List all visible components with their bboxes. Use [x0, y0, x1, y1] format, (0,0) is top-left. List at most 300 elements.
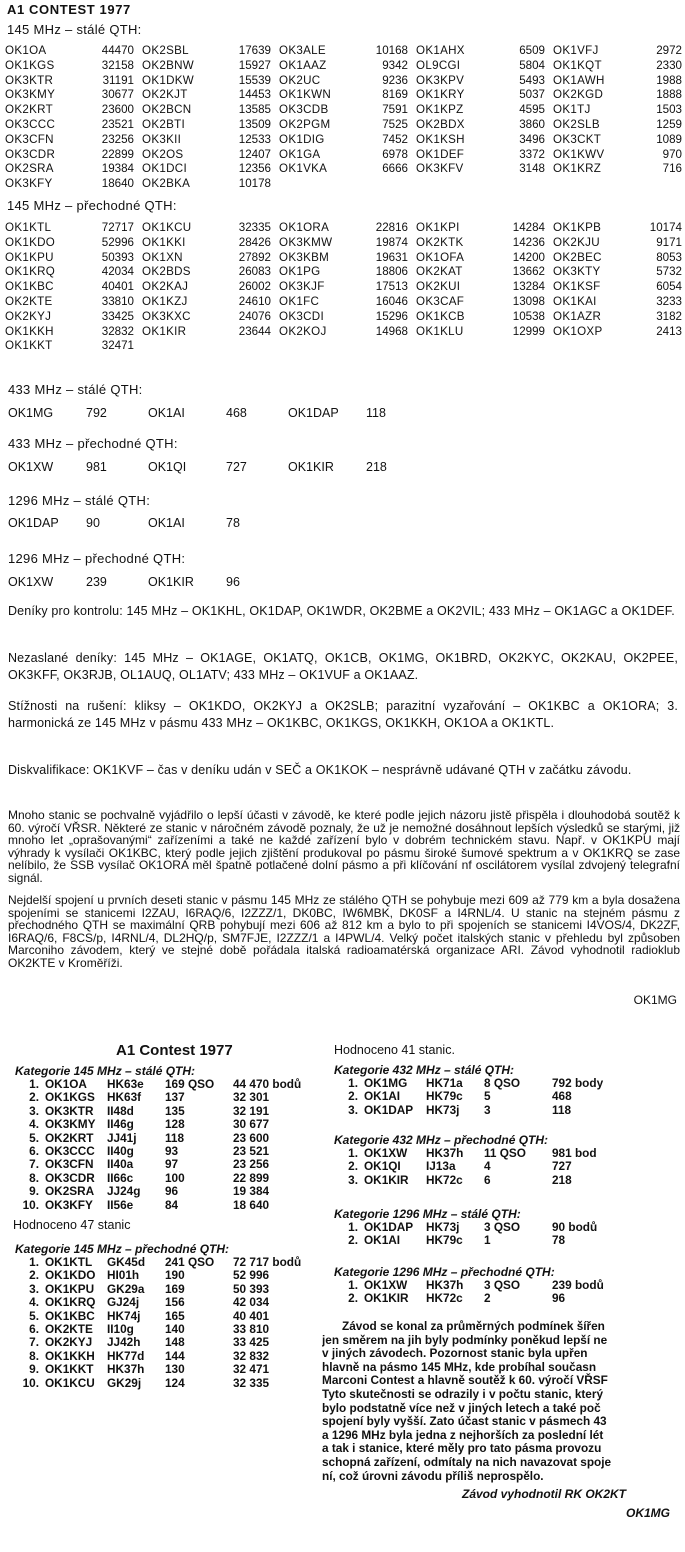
- note-control-logs: Deníky pro kontrolu: 145 MHz – OK1KHL, OK1DAP, OK1WDR, OK2BME a OK2VIL; 433 MHz – OK1AGC a OK1DEF.: [8, 604, 675, 618]
- score: 7591: [382, 103, 408, 117]
- locator: HK37h: [426, 1278, 464, 1292]
- callsign: OK3KJF: [279, 280, 325, 294]
- callsign: OK2OS: [142, 147, 184, 161]
- score: 1089: [656, 132, 682, 146]
- qso-count: 100: [165, 1170, 185, 1185]
- callsign: OK2KRT: [5, 103, 53, 117]
- score: 4595: [519, 103, 545, 117]
- callsign: OK1KPB: [553, 221, 602, 234]
- results-row-433-fixed: [8, 406, 428, 420]
- callsign: OK1DKW: [142, 73, 195, 87]
- score: 23644: [238, 324, 271, 338]
- station-entry: [553, 265, 685, 280]
- callsign: OK1KTL: [45, 1255, 93, 1269]
- callsign: OK1KKT: [45, 1362, 94, 1377]
- score: 2413: [656, 324, 682, 338]
- callsign: OK3KFY: [45, 1197, 93, 1212]
- rank: 1.: [348, 1076, 358, 1090]
- callsign: OK2BTI: [142, 117, 186, 131]
- station-entry: [416, 310, 553, 325]
- station-entry: [5, 118, 142, 133]
- score: 27892: [238, 250, 271, 264]
- score: 18806: [375, 265, 408, 279]
- rank: 7.: [29, 1157, 39, 1172]
- results-grid-145-fixed: [5, 44, 685, 192]
- score: 17639: [238, 44, 271, 57]
- callsign: OK1KCU: [142, 221, 192, 234]
- points: 72 717 bodů: [233, 1255, 302, 1269]
- station-entry: [142, 280, 279, 295]
- callsign: OK3KMW: [279, 235, 333, 249]
- locator: HK37h: [426, 1146, 464, 1160]
- score: 44470: [101, 44, 134, 57]
- callsign: OK1AI: [148, 516, 185, 530]
- score: 13585: [238, 103, 271, 117]
- ranking-145-portable: [15, 1256, 313, 1390]
- qso-count: 137: [165, 1090, 185, 1105]
- qso-count: 148: [165, 1335, 185, 1350]
- grid-column: [553, 221, 685, 354]
- score: 32158: [101, 58, 134, 72]
- station-entry: [5, 295, 142, 310]
- score: 32335: [238, 221, 271, 234]
- callsign: OK2UC: [279, 73, 321, 87]
- score: 5037: [519, 88, 545, 102]
- grid-column: [279, 221, 416, 354]
- station-entry: [279, 44, 416, 59]
- callsign: OK1KIR: [148, 575, 194, 589]
- score: 218: [366, 460, 387, 474]
- callsign: OK3KFY: [5, 177, 53, 191]
- score: 3860: [519, 117, 545, 131]
- qso-count: 3: [484, 1102, 491, 1117]
- callsign: OK1KQT: [553, 58, 602, 72]
- score: 6666: [382, 162, 408, 176]
- score: 981: [86, 460, 107, 474]
- qso-count: 118: [165, 1130, 185, 1145]
- qso-count: 3 QSO: [484, 1278, 521, 1292]
- rank: 2.: [29, 1268, 39, 1283]
- score: 12533: [238, 132, 271, 146]
- score: 468: [226, 406, 247, 420]
- locator: HK79c: [426, 1089, 463, 1104]
- callsign: OK3CFN: [5, 132, 54, 146]
- station-entry: [142, 148, 279, 163]
- ranking-row: [15, 1283, 313, 1296]
- ranking-row: [15, 1296, 313, 1309]
- ranking-row: [334, 1147, 632, 1160]
- rank: 1.: [348, 1146, 358, 1160]
- station-entry: [553, 59, 685, 74]
- points: 727: [552, 1159, 572, 1174]
- station-entry: [5, 280, 142, 295]
- section-heading-1296-fixed: 1296 MHz – stálé QTH:: [8, 493, 151, 508]
- callsign: OK3KII: [142, 132, 182, 146]
- rank: 3.: [29, 1281, 39, 1296]
- callsign: OK2KGD: [553, 88, 604, 102]
- callsign: OK2KUI: [416, 280, 461, 294]
- callsign: OK1KIR: [142, 324, 187, 338]
- rank: 10.: [22, 1375, 39, 1390]
- qso-count: 165: [165, 1308, 185, 1323]
- ranking-row: [15, 1377, 313, 1390]
- points: 96: [552, 1291, 566, 1306]
- callsign: OK1KPZ: [416, 103, 464, 117]
- points: 792 body: [552, 1076, 604, 1090]
- callsign: OK2KJT: [142, 88, 188, 102]
- callsign: OK1KWV: [553, 147, 605, 161]
- station-entry: [5, 236, 142, 251]
- score: 792: [86, 406, 107, 420]
- callsign: OK1KRQ: [5, 265, 56, 279]
- callsign: OK1AI: [148, 406, 185, 420]
- callsign: OK1KRY: [416, 88, 465, 102]
- score: 3148: [519, 162, 545, 176]
- score: 13098: [512, 294, 545, 308]
- locator: HK73j: [426, 1102, 460, 1117]
- rank: 10.: [22, 1197, 39, 1212]
- qso-count: 140: [165, 1322, 185, 1337]
- callsign: OK1MG: [364, 1076, 408, 1090]
- category-145-portable: Kategorie 145 MHz – přechodné QTH:: [15, 1242, 230, 1256]
- callsign: OK1FC: [279, 294, 320, 308]
- evaluated-41-label: Hodnoceno 41 stanic.: [334, 1043, 455, 1057]
- station-entry: [279, 265, 416, 280]
- station-entry: [279, 162, 416, 177]
- score: 3233: [656, 294, 682, 308]
- closing-line: jen směrem na jih byly podmínky poněkud lepší ne: [322, 1332, 608, 1347]
- callsign: OK1KKH: [5, 324, 54, 338]
- results-row-1296-fixed: [8, 516, 288, 530]
- callsign: OK3KBM: [279, 250, 330, 264]
- callsign: OK2SRA: [5, 162, 54, 176]
- station-entry: [416, 148, 553, 163]
- score: 26002: [238, 280, 271, 294]
- callsign: OK2BEC: [553, 250, 602, 264]
- points: 468: [552, 1089, 572, 1104]
- callsign: OK3KMY: [5, 88, 56, 102]
- callsign: OK3KMY: [45, 1117, 96, 1132]
- station-entry: [416, 59, 553, 74]
- rank: 2.: [348, 1291, 358, 1306]
- callsign: OK1KTL: [5, 221, 52, 234]
- points: 22 899: [233, 1170, 270, 1185]
- score: 9342: [382, 58, 408, 72]
- qso-count: 156: [165, 1295, 185, 1310]
- station-entry: [553, 310, 685, 325]
- grid-column: [279, 44, 416, 192]
- callsign: OK2KYJ: [5, 309, 52, 323]
- station-entry: [553, 103, 685, 118]
- ranking-row: [15, 1172, 313, 1185]
- score: 10168: [375, 44, 408, 57]
- closing-line: a 1296 MHz byla jedna z nejhorších za poslední lét: [322, 1427, 604, 1442]
- callsign: OK1DAP: [364, 1220, 414, 1234]
- station-entry: [416, 74, 553, 89]
- grid-column: [553, 44, 685, 192]
- rank: 4.: [29, 1117, 39, 1132]
- score: 23521: [101, 117, 134, 131]
- ranking-1296-portable: [334, 1279, 632, 1306]
- callsign: OK1AZR: [553, 309, 602, 323]
- callsign: OK1KBC: [5, 280, 54, 294]
- closing-line: ní, což úrovni závodu příliš neprospělo.: [322, 1468, 544, 1483]
- rank: 5.: [29, 1308, 39, 1323]
- station-entry: [416, 162, 553, 177]
- ranking-row: [15, 1336, 313, 1349]
- closing-line: hlavně na pásmo 145 MHz, kde probíhal současn: [322, 1359, 597, 1374]
- score: 6509: [519, 44, 545, 57]
- ranking-row: [334, 1234, 632, 1247]
- callsign: OK1DAP: [288, 406, 339, 420]
- ranking-row: [15, 1269, 313, 1282]
- station-entry: [553, 118, 685, 133]
- station-entry: [142, 310, 279, 325]
- points: 90 bodů: [552, 1220, 598, 1234]
- score: 19384: [101, 162, 134, 176]
- callsign: OK3CDR: [45, 1170, 95, 1185]
- qso-count: 3 QSO: [484, 1220, 521, 1234]
- station-entry: [553, 88, 685, 103]
- callsign: OK1KIR: [364, 1291, 409, 1306]
- score: 1988: [656, 73, 682, 87]
- callsign: OK2BNW: [142, 58, 195, 72]
- station-entry: [416, 133, 553, 148]
- ranking-row: [334, 1292, 632, 1305]
- callsign: OK3CCC: [5, 117, 56, 131]
- score: 3372: [519, 147, 545, 161]
- closing-line: Marconi Contest a hlavně soutěž k 60. výročí VŘSF: [322, 1373, 608, 1388]
- score: 32471: [101, 339, 134, 353]
- station-entry: [5, 88, 142, 103]
- callsign: OK1AI: [364, 1233, 401, 1248]
- author-signature: OK1MG: [633, 993, 677, 1007]
- grid-column: [5, 44, 142, 192]
- rank: 1.: [348, 1220, 358, 1234]
- callsign: OK1KRQ: [45, 1295, 96, 1310]
- locator: JJ24g: [107, 1184, 141, 1199]
- station-entry: [553, 295, 685, 310]
- points: 44 470 bodů: [233, 1077, 302, 1091]
- note-disqualification: Diskvalifikace: OK1KVF – čas v deníku udán v SEČ a OK1KOK – nesprávně udávané QTH v začátku závodu.: [8, 763, 632, 777]
- category-145-fixed: Kategorie 145 MHz – stálé QTH:: [15, 1064, 196, 1078]
- station-entry: [279, 310, 416, 325]
- callsign: OK1AI: [364, 1089, 401, 1104]
- station-entry: [553, 44, 685, 59]
- callsign: OK3CKT: [553, 132, 602, 146]
- ranking-145-fixed: [15, 1078, 313, 1212]
- score: 13509: [238, 117, 271, 131]
- locator: II46g: [107, 1117, 134, 1132]
- points: 30 677: [233, 1117, 270, 1132]
- station-entry: [5, 103, 142, 118]
- score: 17513: [375, 280, 408, 294]
- callsign: OK2SBL: [142, 44, 189, 57]
- callsign: OK1QI: [148, 460, 187, 474]
- station-entry: [5, 162, 142, 177]
- locator: II10g: [107, 1322, 134, 1337]
- locator: II40g: [107, 1144, 134, 1159]
- rank: 2.: [348, 1233, 358, 1248]
- qso-count: 2: [484, 1291, 491, 1306]
- category-1296-portable: Kategorie 1296 MHz – přechodné QTH:: [334, 1265, 555, 1279]
- points: 218: [552, 1172, 572, 1187]
- closing-line: bylo podstatně více než v jiných letech a také poč: [322, 1400, 601, 1415]
- score: 30677: [101, 88, 134, 102]
- station-entry: [5, 59, 142, 74]
- score: 32832: [101, 324, 134, 338]
- score: 8053: [656, 250, 682, 264]
- station-entry: [142, 74, 279, 89]
- grid-column: [142, 221, 279, 354]
- points: 23 600: [233, 1130, 270, 1145]
- ranking-row: [334, 1174, 632, 1187]
- score: 22899: [101, 147, 134, 161]
- station-entry: [416, 265, 553, 280]
- score: 24610: [238, 294, 271, 308]
- station-entry: [416, 88, 553, 103]
- rank: 9.: [29, 1362, 39, 1377]
- ranking-row: [334, 1160, 632, 1173]
- points: 32 832: [233, 1348, 270, 1363]
- points: 32 301: [233, 1090, 270, 1105]
- points: 40 401: [233, 1308, 270, 1323]
- callsign: OK1AAZ: [279, 58, 327, 72]
- score: 5493: [519, 73, 545, 87]
- qso-count: 84: [165, 1197, 179, 1212]
- callsign: OK1DAP: [8, 516, 59, 530]
- ranking-row: [15, 1310, 313, 1323]
- rank: 8.: [29, 1348, 39, 1363]
- station-entry: [5, 74, 142, 89]
- station-entry: [279, 88, 416, 103]
- station-entry: [142, 88, 279, 103]
- locator: HK37h: [107, 1362, 145, 1377]
- score: 1888: [656, 88, 682, 102]
- points: 981 bod: [552, 1146, 597, 1160]
- callsign: OK1KGS: [45, 1090, 95, 1105]
- locator: GK29j: [107, 1375, 142, 1390]
- qso-count: 144: [165, 1348, 185, 1363]
- qso-count: 190: [165, 1268, 185, 1283]
- page-title: A1 CONTEST 1977: [7, 2, 131, 17]
- station-entry: [279, 59, 416, 74]
- station-entry: [279, 133, 416, 148]
- score: 14200: [512, 250, 545, 264]
- rank: 2.: [348, 1089, 358, 1104]
- station-entry: [416, 44, 553, 59]
- locator: HK77d: [107, 1348, 145, 1363]
- callsign: OK2KJU: [553, 235, 600, 249]
- callsign: OK1XW: [364, 1278, 408, 1292]
- station-entry: [142, 295, 279, 310]
- callsign: OK1KAI: [553, 294, 597, 308]
- station-entry: [553, 325, 685, 340]
- ranking-432-portable: [334, 1147, 632, 1187]
- section-heading-1296-portable: 1296 MHz – přechodné QTH:: [8, 551, 186, 566]
- closing-line: Tyto skutečnosti se odrazily i v počtu stanic, který: [322, 1386, 604, 1401]
- callsign: OK3CAF: [416, 294, 465, 308]
- callsign: OK1XN: [142, 250, 183, 264]
- callsign: OK2KTE: [45, 1322, 93, 1337]
- points: 23 521: [233, 1144, 270, 1159]
- station-entry: [416, 118, 553, 133]
- score: 716: [662, 162, 682, 176]
- callsign: OK1KPI: [416, 221, 460, 234]
- ranking-row: [15, 1078, 313, 1091]
- callsign: OK1KDO: [5, 235, 56, 249]
- qso-count: 4: [484, 1159, 491, 1174]
- callsign: OK1KSF: [553, 280, 601, 294]
- category-432-fixed: Kategorie 432 MHz – stálé QTH:: [334, 1063, 515, 1077]
- station-entry: [553, 221, 685, 236]
- ranking-row: [15, 1132, 313, 1145]
- qso-count: 11 QSO: [484, 1146, 526, 1160]
- score: 78: [226, 516, 240, 530]
- callsign: OK2BKA: [142, 177, 191, 191]
- score: 33810: [101, 294, 134, 308]
- station-entry: [5, 177, 142, 192]
- station-entry: [142, 162, 279, 177]
- score: 1259: [656, 117, 682, 131]
- ranking-row: [334, 1279, 632, 1292]
- callsign: OK1MG: [8, 406, 54, 420]
- qso-count: 135: [165, 1103, 185, 1118]
- score: 42034: [101, 265, 134, 279]
- rank: 2.: [29, 1090, 39, 1105]
- score: 19631: [375, 250, 408, 264]
- callsign: OK3CDB: [279, 103, 329, 117]
- callsign: OK3CFN: [45, 1157, 94, 1172]
- qso-count: 97: [165, 1157, 179, 1172]
- callsign: OK1KKH: [45, 1348, 95, 1363]
- locator: HK63f: [107, 1090, 142, 1105]
- score: 14453: [238, 88, 271, 102]
- score: 8169: [382, 88, 408, 102]
- points: 78: [552, 1233, 566, 1248]
- score: 14236: [512, 235, 545, 249]
- qso-count: 96: [165, 1184, 179, 1199]
- score: 5804: [519, 58, 545, 72]
- ranking-row: [334, 1090, 632, 1103]
- station-entry: [279, 118, 416, 133]
- callsign: OK1VFJ: [553, 44, 599, 57]
- locator: HK74j: [107, 1308, 141, 1323]
- grid-column: [5, 221, 142, 354]
- station-entry: [142, 221, 279, 236]
- score: 2330: [656, 58, 682, 72]
- points: 33 810: [233, 1322, 270, 1337]
- ranking-row: [334, 1221, 632, 1234]
- note-interference: Stížnosti na rušení: kliksy – OK1KDO, OK2KYJ a OK2SLB; parazitní vyzařování – OK1KBC a OK1ORA; 3. harmonická ze 145 MHz v pásmu 433 MHz – OK1KBC, OK1KGS, OK1KKH, OK1OA a OK1KTL.: [8, 699, 678, 730]
- score: 1503: [656, 103, 682, 117]
- locator: HK63e: [107, 1077, 144, 1091]
- callsign: OK1KIR: [364, 1172, 409, 1187]
- qso-count: 128: [165, 1117, 185, 1132]
- points: 42 034: [233, 1295, 270, 1310]
- score: 970: [662, 147, 682, 161]
- grid-column: [416, 221, 553, 354]
- rank: 2.: [348, 1159, 358, 1174]
- score: 72717: [101, 221, 134, 234]
- station-entry: [5, 339, 142, 354]
- callsign: OK1GA: [279, 147, 321, 161]
- section-heading-433-fixed: 433 MHz – stálé QTH:: [8, 382, 143, 397]
- station-entry: [142, 118, 279, 133]
- callsign: OK2KAT: [416, 265, 463, 279]
- closing-line: Závod se konal za průměrných podmínek šířen: [342, 1320, 605, 1333]
- ranking-row: [15, 1350, 313, 1363]
